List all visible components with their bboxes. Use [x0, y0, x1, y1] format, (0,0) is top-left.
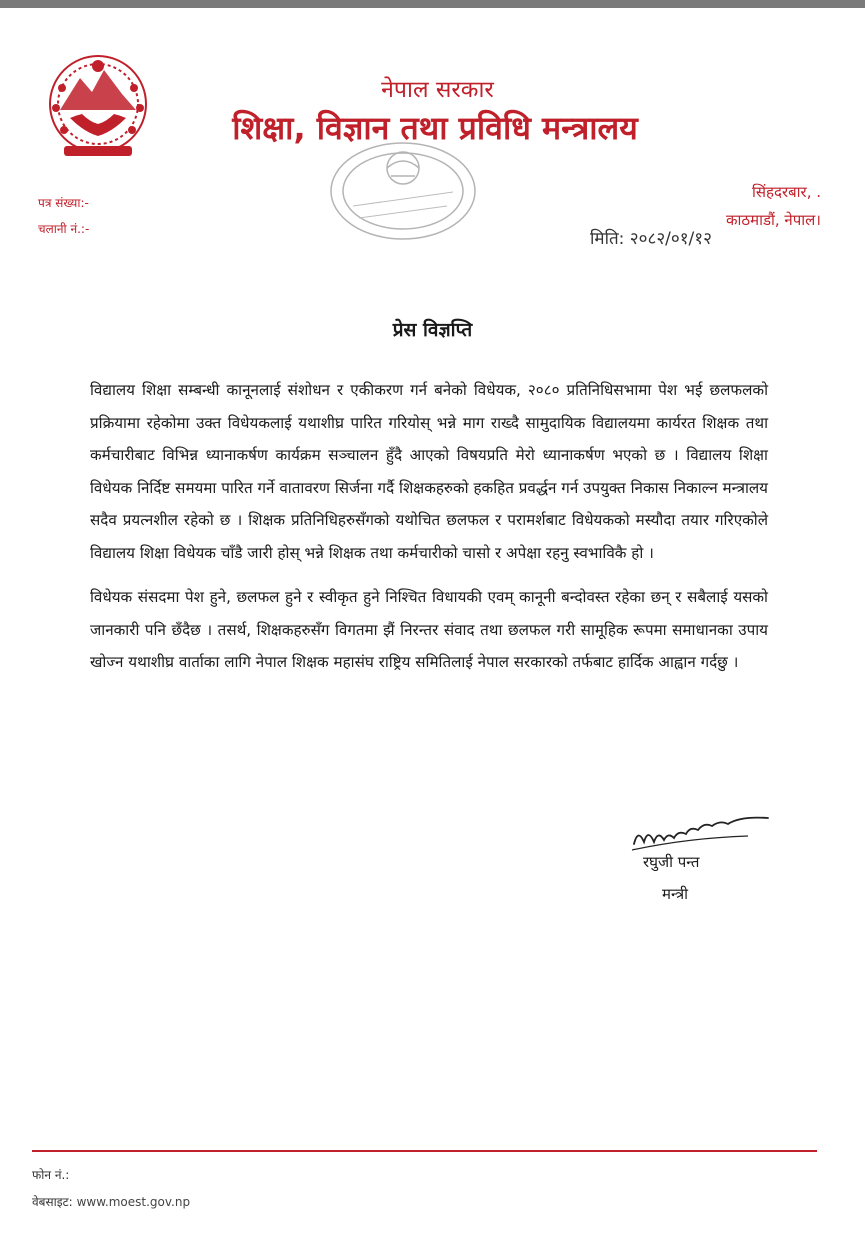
footer-phone	[32, 1166, 69, 1183]
reference-numbers	[38, 190, 89, 242]
address-line-1: सिंहदरबार, .	[752, 183, 821, 201]
government-heading: नेपाल सरकार	[381, 77, 494, 103]
letter-date: मिति: २०८२/०१/१२	[590, 229, 712, 249]
footer-divider	[32, 1150, 817, 1152]
handwritten-signature	[628, 808, 776, 854]
website-label: वेबसाइट:	[32, 1195, 73, 1209]
footer-website	[32, 1193, 190, 1210]
signer-title: मन्त्री	[662, 885, 689, 903]
signer-name: रघुजी पन्त	[643, 853, 700, 871]
dispatch-number-label: चलानी नं.:-	[38, 222, 90, 236]
phone-label: फोन नं.:	[32, 1168, 70, 1182]
top-border-strip	[0, 0, 865, 8]
body-paragraph: विद्यालय शिक्षा सम्बन्धी कानूनलाई संशोधन र एकीकरण गर्न बनेको विधेयक, २०८० प्रतिनिधिसभामा पेश भई छलफलको प्रक्रियामा रहेकोमा उक्त विधेयकलाई यथाशीघ्र पारित गरियोस् भन्ने माग राख्दै सामुदायिक विद्यालयमा कार्यरत शिक्षक तथा कर्मचारीबाट विभिन्न ध्यानाकर्षण कार्यक्रम सञ्चालन हुँदै आएको विषयप्रति मेरो ध्यानाकर्षण भएको छ । विद्यालय शिक्षा विधेयक निर्दिष्ट समयमा पारित गर्ने वातावरण सिर्जना गर्दै शिक्षकहरुको हकहित प्रवर्द्धन गर्न उपयुक्त निकास निकाल्न मन्त्रालय सदैव प्रयत्नशील रहेको छ । शिक्षक प्रतिनिधिहरुसँगको यथोचित छलफल र परामर्शबाट विधेयकको मस्यौदा तयार गरिएकोले विद्यालय शिक्षा विधेयक चाँडै जारी होस् भन्ने शिक्षक तथा कर्मचारीको चासो र अपेक्षा रहनु स्वभाविकै हो ।	[90, 381, 768, 562]
ministry-heading: शिक्षा, विज्ञान तथा प्रविधि मन्त्रालय	[232, 109, 638, 147]
body-paragraph: विधेयक संसदमा पेश हुने, छलफल हुने र स्वीकृत हुने निश्चित विधायकी एवम् कानूनी बन्दोवस्त रहेका छन् र सबैलाई यसको जानकारी पनि छँदैछ । तसर्थ, शिक्षकहरुसँग विगतमा झैं निरन्तर संवाद तथा छलफल गरी सामूहिक रूपमा समाधानका उपाय खोज्न यथाशीघ्र वार्ताका लागि नेपाल शिक्षक महासंघ राष्ट्रिय समितिलाई नेपाल सरकारको तर्फबाट हार्दिक आह्वान गर्दछु ।	[90, 588, 768, 671]
office-address	[726, 178, 821, 234]
website-url: www.moest.gov.np	[76, 1195, 191, 1209]
press-release-body	[90, 374, 768, 691]
nepal-emblem-icon	[40, 48, 156, 166]
address-line-2: काठमाडौं, नेपाल।	[725, 211, 821, 229]
press-release-title: प्रेस विज्ञप्ति	[392, 319, 473, 341]
letter-number-label: पत्र संख्या:-	[38, 196, 89, 210]
ministry-seal-stamp-icon	[325, 136, 480, 246]
